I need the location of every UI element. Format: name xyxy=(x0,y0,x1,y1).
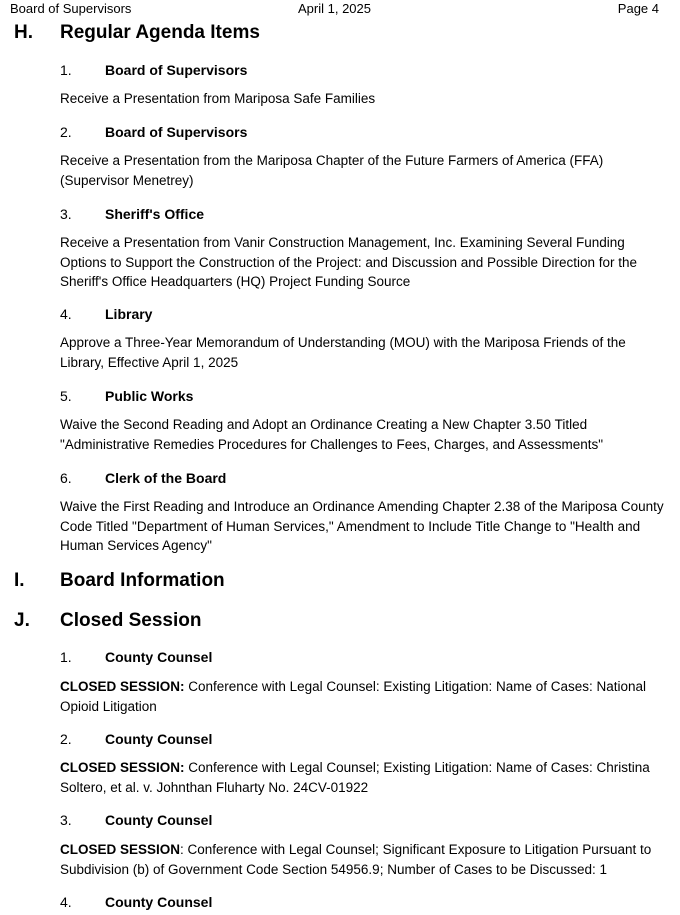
item-number: 3. xyxy=(60,206,72,222)
item-number: 2. xyxy=(60,124,72,140)
section-heading-closed-session xyxy=(14,609,202,633)
item-department: County Counsel xyxy=(105,649,213,665)
agenda-item-heading xyxy=(60,648,212,666)
section-title: Regular Agenda Items xyxy=(60,22,260,43)
agenda-item-description xyxy=(60,758,665,797)
agenda-item-description: Receive a Presentation from Vanir Construction Management, Inc. Examining Several Funding Options to Support the Construction of the Project: and Discussion and Possible Direction for the Sheriff's Office Headquarters (HQ) Project Funding Source xyxy=(60,235,638,289)
item-department: County Counsel xyxy=(105,812,213,828)
agenda-item-description: Approve a Three-Year Memorandum of Understanding (MOU) with the Mariposa Friends of the Library, Effective April 1, 2025 xyxy=(60,335,626,370)
agenda-item-description: Receive a Presentation from Mariposa Safe Families xyxy=(60,91,376,106)
closed-session-text: : Conference with Legal Counsel; Significant Exposure to Litigation Pursuant to Subdivision (b) of Government Code Section 54956.9; Number of Cases to be Discussed: 1 xyxy=(60,842,652,877)
agenda-item-heading xyxy=(60,469,226,487)
agenda-item-heading xyxy=(60,387,193,405)
item-department: Board of Supervisors xyxy=(105,124,248,140)
header-page-number: Page 4 xyxy=(617,1,659,16)
item-number: 2. xyxy=(60,731,72,747)
agenda-item-heading xyxy=(60,61,247,79)
item-number: 4. xyxy=(60,894,72,910)
item-department: Clerk of the Board xyxy=(105,470,227,486)
agenda-item-heading xyxy=(60,893,212,911)
section-letter: J. xyxy=(14,610,30,631)
agenda-item-heading xyxy=(60,305,152,323)
agenda-item-heading xyxy=(60,730,212,748)
agenda-item-description: Waive the First Reading and Introduce an Ordinance Amending Chapter 2.38 of the Mariposa County Code Titled "Department of Human Services," Amendment to Include Title Change to "Health and Human Services Agency" xyxy=(60,499,664,553)
item-department: Public Works xyxy=(105,388,194,404)
agenda-item-description xyxy=(60,677,665,716)
item-department: Board of Supervisors xyxy=(105,62,248,78)
item-number: 6. xyxy=(60,470,72,486)
agenda-item-description xyxy=(60,840,665,879)
closed-session-text: Conference with Legal Counsel; Existing Litigation: Name of Cases: Christina Soltero, et al. v. Johnthan Fluharty No. 24CV-01922 xyxy=(60,760,650,795)
section-heading-board-information xyxy=(14,569,225,593)
closed-session-label: CLOSED SESSION xyxy=(60,842,181,857)
agenda-item-description: Receive a Presentation from the Mariposa Chapter of the Future Farmers of America (FFA) (Supervisor Menetrey) xyxy=(60,153,604,188)
section-title: Closed Session xyxy=(60,610,202,631)
header-board-name: Board of Supervisors xyxy=(10,1,132,16)
agenda-item-heading xyxy=(60,811,212,829)
item-number: 1. xyxy=(60,62,72,78)
item-department: Sheriff's Office xyxy=(105,206,205,222)
closed-session-label: CLOSED SESSION: xyxy=(60,679,185,694)
item-number: 4. xyxy=(60,306,72,322)
agenda-item-description: Waive the Second Reading and Adopt an Ordinance Creating a New Chapter 3.50 Titled "Administrative Remedies Procedures for Challenges to Fees, Charges, and Assessments" xyxy=(60,417,604,452)
section-title: Board Information xyxy=(60,570,225,591)
item-department: County Counsel xyxy=(105,731,213,747)
item-department: County Counsel xyxy=(105,894,213,910)
closed-session-text: Conference with Legal Counsel: Existing Litigation: Name of Cases: National Opioid Litigation xyxy=(60,679,647,714)
section-letter: H. xyxy=(14,22,33,43)
item-department: Library xyxy=(105,306,153,322)
section-heading-regular-agenda xyxy=(14,21,260,45)
section-letter: I. xyxy=(14,570,25,591)
agenda-item-heading xyxy=(60,205,204,223)
item-number: 1. xyxy=(60,649,72,665)
item-number: 3. xyxy=(60,812,72,828)
item-number: 5. xyxy=(60,388,72,404)
header-date: April 1, 2025 xyxy=(298,1,371,16)
closed-session-label: CLOSED SESSION: xyxy=(60,760,185,775)
agenda-item-heading xyxy=(60,123,247,141)
